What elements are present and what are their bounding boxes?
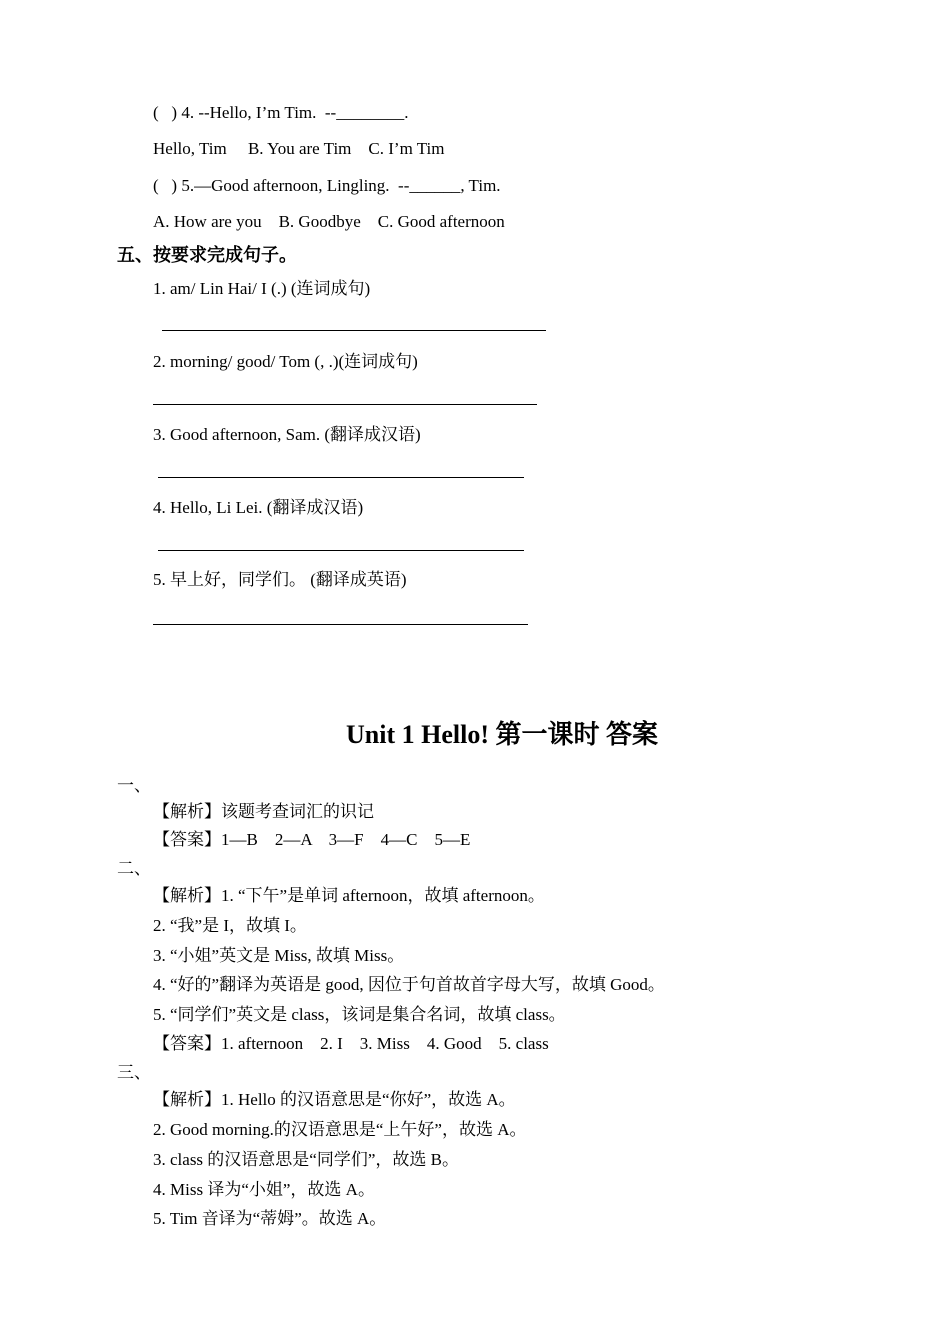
section-5-item-5: 5. 早上好，同学们。 (翻译成英语) [153, 570, 407, 589]
answer-line-1[interactable] [162, 330, 546, 331]
answer-part-1-analysis: 【解析】该题考查词汇的识记 [153, 802, 374, 821]
answer-part-2-line: 3. “小姐”英文是 Miss, 故填 Miss。 [153, 946, 405, 965]
answer-part-2-line: 【解析】1. “下午”是单词 afternoon，故填 afternoon。 [153, 886, 545, 905]
answer-line-2[interactable] [153, 404, 537, 405]
answer-part-3-line: 2. Good morning.的汉语意思是“上午好”，故选 A。 [153, 1120, 527, 1139]
answer-part-2-line: 4. “好的”翻译为英语是 good, 因位于句首故首字母大写，故填 Good。 [153, 975, 665, 994]
question-5-stem: ( ) 5.—Good afternoon, Lingling. --______, Tim. [153, 176, 501, 195]
section-5-item-1: 1. am/ Lin Hai/ I (.) (连词成句) [153, 279, 371, 298]
answer-line-5[interactable] [153, 624, 528, 625]
question-4-stem: ( ) 4. --Hello, I’m Tim. --________. [153, 103, 409, 122]
answer-part-1-answer: 【答案】1—B 2—A 3—F 4—C 5—E [153, 830, 471, 849]
answer-title: Unit 1 Hello! 第一课时 答案 [346, 720, 658, 749]
section-5-item-4: 4. Hello, Li Lei. (翻译成汉语) [153, 498, 364, 517]
answer-part-2-label: 二、 [117, 859, 151, 878]
answer-part-3-label: 三、 [117, 1063, 151, 1082]
answer-part-1-label: 一、 [117, 776, 151, 795]
answer-part-3-line: 【解析】1. Hello 的汉语意思是“你好”，故选 A。 [153, 1090, 516, 1109]
answer-line-4[interactable] [158, 550, 524, 551]
answer-part-2-answer: 【答案】1. afternoon 2. I 3. Miss 4. Good 5. class [153, 1034, 549, 1053]
answer-part-3-line: 5. Tim 音译为“蒂姆”。故选 A。 [153, 1209, 387, 1228]
question-5-options: A. How are you B. Goodbye C. Good afternoon [153, 212, 505, 231]
section-5-item-2: 2. morning/ good/ Tom (, .)(连词成句) [153, 352, 418, 371]
answer-part-2-line: 2. “我”是 I，故填 I。 [153, 916, 307, 935]
section-5-heading: 五、按要求完成句子。 [117, 245, 297, 265]
question-4-options: Hello, Tim B. You are Tim C. I’m Tim [153, 139, 445, 158]
answer-line-3[interactable] [158, 477, 524, 478]
answer-part-3-line: 4. Miss 译为“小姐”，故选 A。 [153, 1180, 375, 1199]
answer-part-2-line: 5. “同学们”英文是 class，该词是集合名词，故填 class。 [153, 1005, 566, 1024]
answer-part-3-line: 3. class 的汉语意思是“同学们”，故选 B。 [153, 1150, 459, 1169]
section-5-item-3: 3. Good afternoon, Sam. (翻译成汉语) [153, 425, 421, 444]
